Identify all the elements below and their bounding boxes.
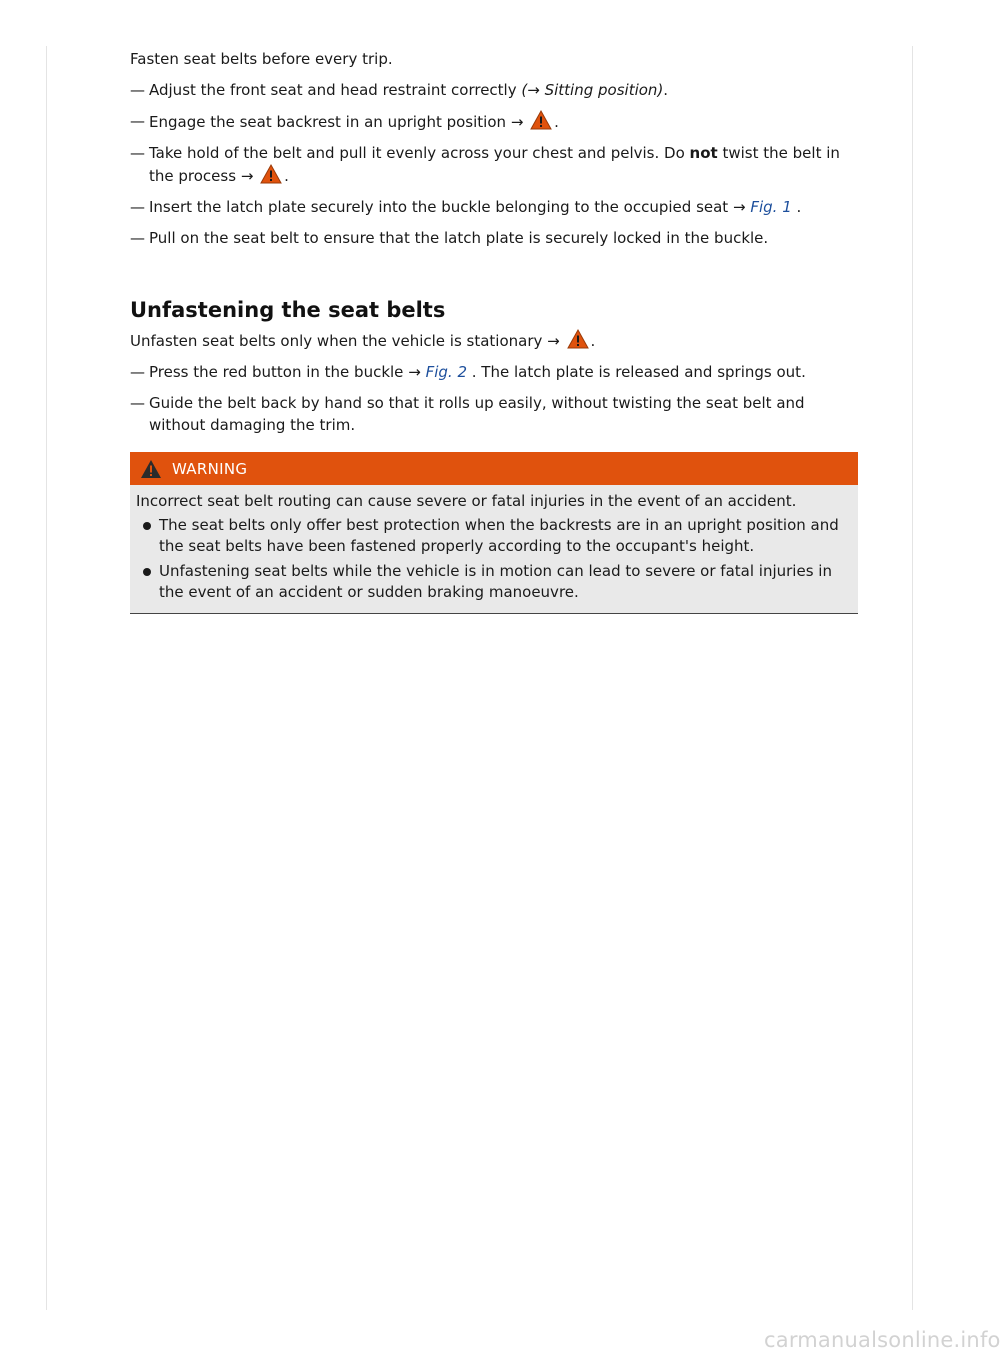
step-engage-backrest [130,110,860,133]
warning-header [130,452,858,485]
arrow-icon: → [547,332,560,350]
step-press-button [130,361,860,383]
step-insert-latch [130,196,860,218]
step-text: Insert the latch plate securely into the buckle belonging to the occupied seat [149,198,729,216]
warning-body [130,485,858,614]
period: . [663,81,669,99]
step-pull-belt [130,142,860,187]
step-adjust-seat [130,79,860,101]
arrow-icon: → [240,167,254,185]
fig-number: 1 [782,198,792,216]
arrow-icon: → [510,113,524,131]
step-text: Adjust the front seat and head restraint correctly [149,81,517,99]
warning-label: WARNING [172,459,248,478]
warning-triangle-icon[interactable] [530,110,552,130]
warning-lead: Incorrect seat belt routing can cause severe or fatal injuries in the event of an accident. [136,492,797,510]
page-content [130,48,860,614]
step-dash: — [130,229,145,247]
unfasten-intro [130,329,860,352]
left-margin-rule [46,46,47,1310]
step-text-cont: the process [149,167,237,185]
fig-number: 2 [457,363,467,381]
step-dash: — [130,394,145,412]
step-dash: — [130,144,145,162]
emphasis-not: not [689,144,718,162]
section-heading: Unfastening the seat belts [130,298,446,322]
footer-watermark: carmanualsonline.info [764,1328,1001,1352]
step-dash: — [130,198,145,216]
step-dash: — [130,112,145,130]
step-text: . The latch plate is released and springs out. [471,363,806,381]
arrow-icon: → [732,198,746,216]
figure-2-link[interactable] [426,363,467,381]
intro-text: Unfasten seat belts only when the vehicle is stationary [130,332,543,350]
bullet-dot [143,568,151,576]
paren-open: ( [521,81,528,99]
step-text-cont: without damaging the trim. [149,416,356,434]
warning-bullet [136,561,852,603]
warning-box [130,452,858,614]
step-dash: — [130,81,145,99]
step-check-lock [130,227,860,249]
fig-label: Fig. [425,363,453,381]
arrow-icon: → [527,81,540,99]
warning-triangle-icon[interactable] [260,164,282,184]
bullet-dot [143,522,151,530]
sitting-position-link[interactable]: Sitting position) [544,81,664,99]
warning-triangle-icon[interactable] [567,329,589,349]
period: . [590,332,596,350]
step-text: Engage the seat backrest in an upright position [149,113,507,131]
period: . [791,198,802,216]
figure-1-link[interactable] [750,198,791,216]
step-text: Pull on the seat belt to ensure that the latch plate is securely locked in the buckle. [149,229,769,247]
step-text: twist the belt in [722,144,840,162]
fig-label: Fig. [750,198,778,216]
warning-bullet [136,515,852,557]
fasten-intro: Fasten seat belts before every trip. [130,50,393,68]
step-text: Take hold of the belt and pull it evenly across your chest and pelvis. Do [149,144,685,162]
step-text: Press the red button in the buckle [149,363,404,381]
bullet-text: Unfastening seat belts while the vehicle is in motion can lead to severe or fatal injuries in the event of an accident or sudden braking manoeuvre. [159,562,832,601]
period: . [554,113,559,131]
step-guide-belt [130,392,860,436]
arrow-icon: → [408,363,421,381]
warning-triangle-icon [140,459,162,479]
step-text: Guide the belt back by hand so that it rolls up easily, without twisting the seat belt and [149,394,805,412]
period: . [284,167,289,185]
bullet-text: The seat belts only offer best protection when the backrests are in an upright position and the seat belts have been fastened properly according to the occupant's height. [159,516,839,555]
right-margin-rule [912,46,913,1310]
step-dash: — [130,363,145,381]
